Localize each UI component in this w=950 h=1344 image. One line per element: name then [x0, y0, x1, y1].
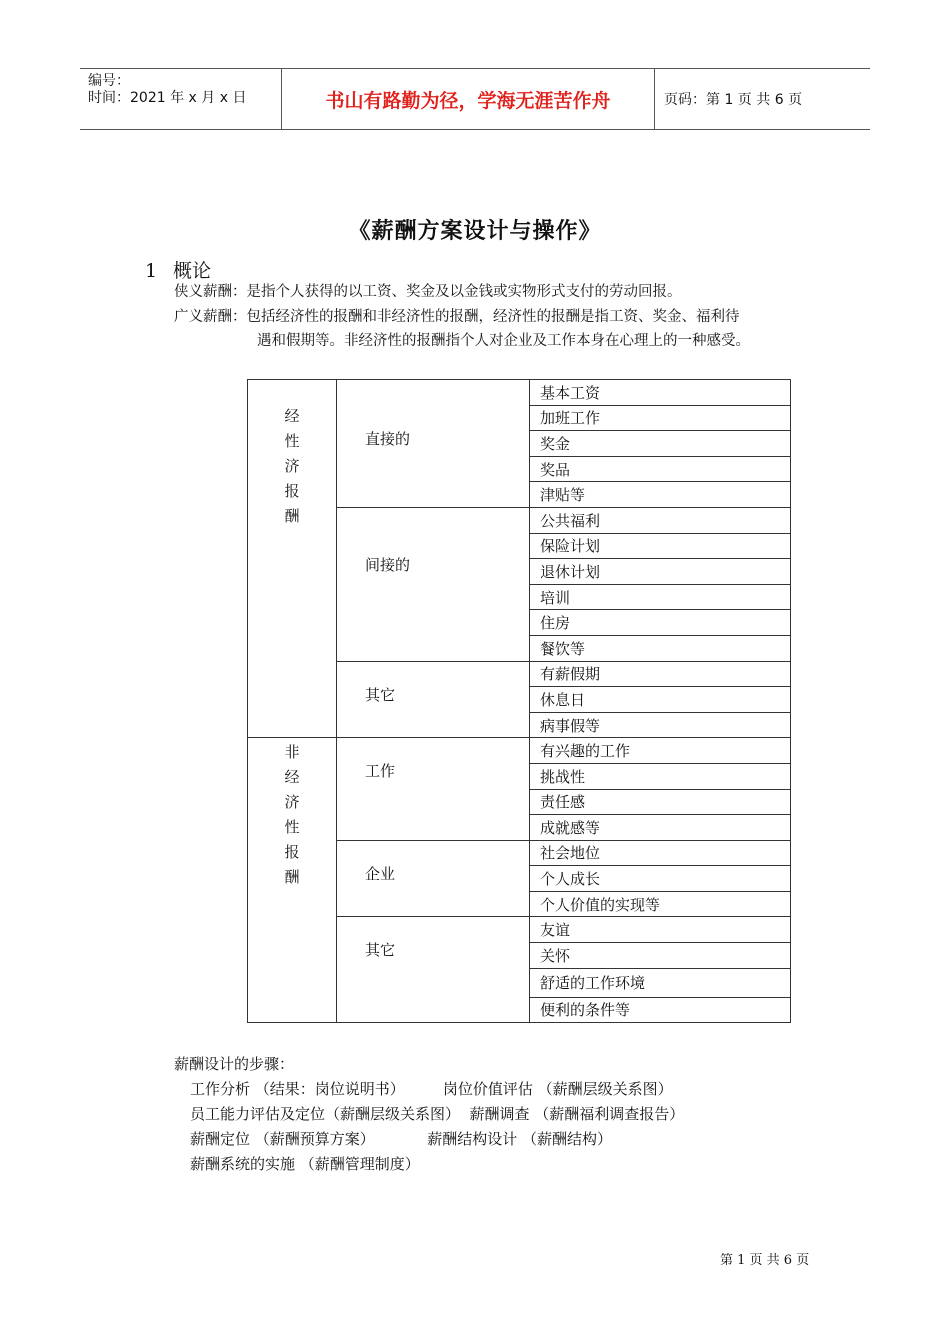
- table-cell: 个人价值的实现等: [530, 891, 791, 917]
- date-label: 时间：2021 年 x 月 x 日: [88, 90, 247, 106]
- subcategory-enterprise: 企业: [337, 840, 530, 917]
- steps-row: 薪酬定位 （薪酬预算方案） 薪酬结构设计 （薪酬结构）: [190, 1130, 612, 1148]
- category-economic: 经性济报酬: [248, 380, 337, 738]
- definition-narrow: 侠义薪酬：是指个人获得的以工资、奖金及以金钱或实物形式支付的劳动回报。: [174, 284, 682, 300]
- header-meta: [88, 73, 282, 107]
- header-page-info: 页码：第 1 页 共 6 页: [664, 92, 803, 108]
- table-cell: 住房: [530, 610, 791, 636]
- definition-broad-line2: 遇和假期等。非经济性的报酬指个人对企业及工作本身在心理上的一种感受。: [257, 333, 750, 349]
- table-cell: 挑战性: [530, 763, 791, 789]
- table-cell: 便利的条件等: [530, 997, 791, 1023]
- steps-heading: 薪酬设计的步骤：: [174, 1055, 295, 1073]
- table-cell: 友谊: [530, 917, 791, 943]
- table-cell: 培训: [530, 584, 791, 610]
- table-cell: 保险计划: [530, 533, 791, 559]
- table-cell: 奖品: [530, 456, 791, 482]
- table-cell: 有兴趣的工作: [530, 738, 791, 764]
- table-cell: 舒适的工作环境: [530, 968, 791, 997]
- table-cell: 餐饮等: [530, 635, 791, 661]
- document-title: 《薪酬方案设计与操作》: [348, 218, 602, 244]
- table-cell: 有薪假期: [530, 661, 791, 687]
- subcategory-indirect: 间接的: [337, 507, 530, 661]
- subcategory-economic-other: 其它: [337, 661, 530, 738]
- subcategory-direct: 直接的: [337, 380, 530, 508]
- subcategory-non-economic-other: 其它: [337, 917, 530, 1023]
- header-motto: 书山有路勤为径，学海无涯苦作舟: [325, 89, 611, 112]
- table-cell: 公共福利: [530, 507, 791, 533]
- category-non-economic: 非经济性报酬: [248, 738, 337, 1023]
- code-label: 编号：: [88, 73, 130, 89]
- steps-row: 员工能力评估及定位（薪酬层级关系图） 薪酬调查 （薪酬福利调查报告）: [190, 1105, 685, 1123]
- table-cell: 退休计划: [530, 559, 791, 585]
- steps-row: 工作分析 （结果：岗位说明书） 岗位价值评估 （薪酬层级关系图）: [190, 1080, 673, 1098]
- table-cell: 关怀: [530, 943, 791, 969]
- subcategory-work: 工作: [337, 738, 530, 840]
- table-cell: 休息日: [530, 687, 791, 713]
- steps-row: 薪酬系统的实施 （薪酬管理制度）: [190, 1155, 420, 1173]
- compensation-table: [247, 379, 791, 1023]
- page-footer: 第 1 页 共 6 页: [720, 1253, 810, 1268]
- table-cell: 个人成长: [530, 866, 791, 892]
- table-cell: 社会地位: [530, 840, 791, 866]
- table-cell: 基本工资: [530, 380, 791, 406]
- section-title: 概论: [173, 260, 212, 282]
- table-cell: 奖金: [530, 431, 791, 457]
- design-steps: [174, 1052, 684, 1177]
- page-header: [80, 68, 870, 130]
- header-divider: [654, 69, 655, 129]
- section-number: 1: [145, 260, 158, 282]
- table-cell: 责任感: [530, 789, 791, 815]
- table-cell: 病事假等: [530, 712, 791, 738]
- section-heading: [145, 256, 211, 283]
- definition-broad-line1: 广义薪酬：包括经济性的报酬和非经济性的报酬，经济性的报酬是指工资、奖金、福利待: [174, 309, 740, 325]
- table-cell: 加班工作: [530, 405, 791, 431]
- table-cell: 津贴等: [530, 482, 791, 508]
- table-cell: 成就感等: [530, 815, 791, 841]
